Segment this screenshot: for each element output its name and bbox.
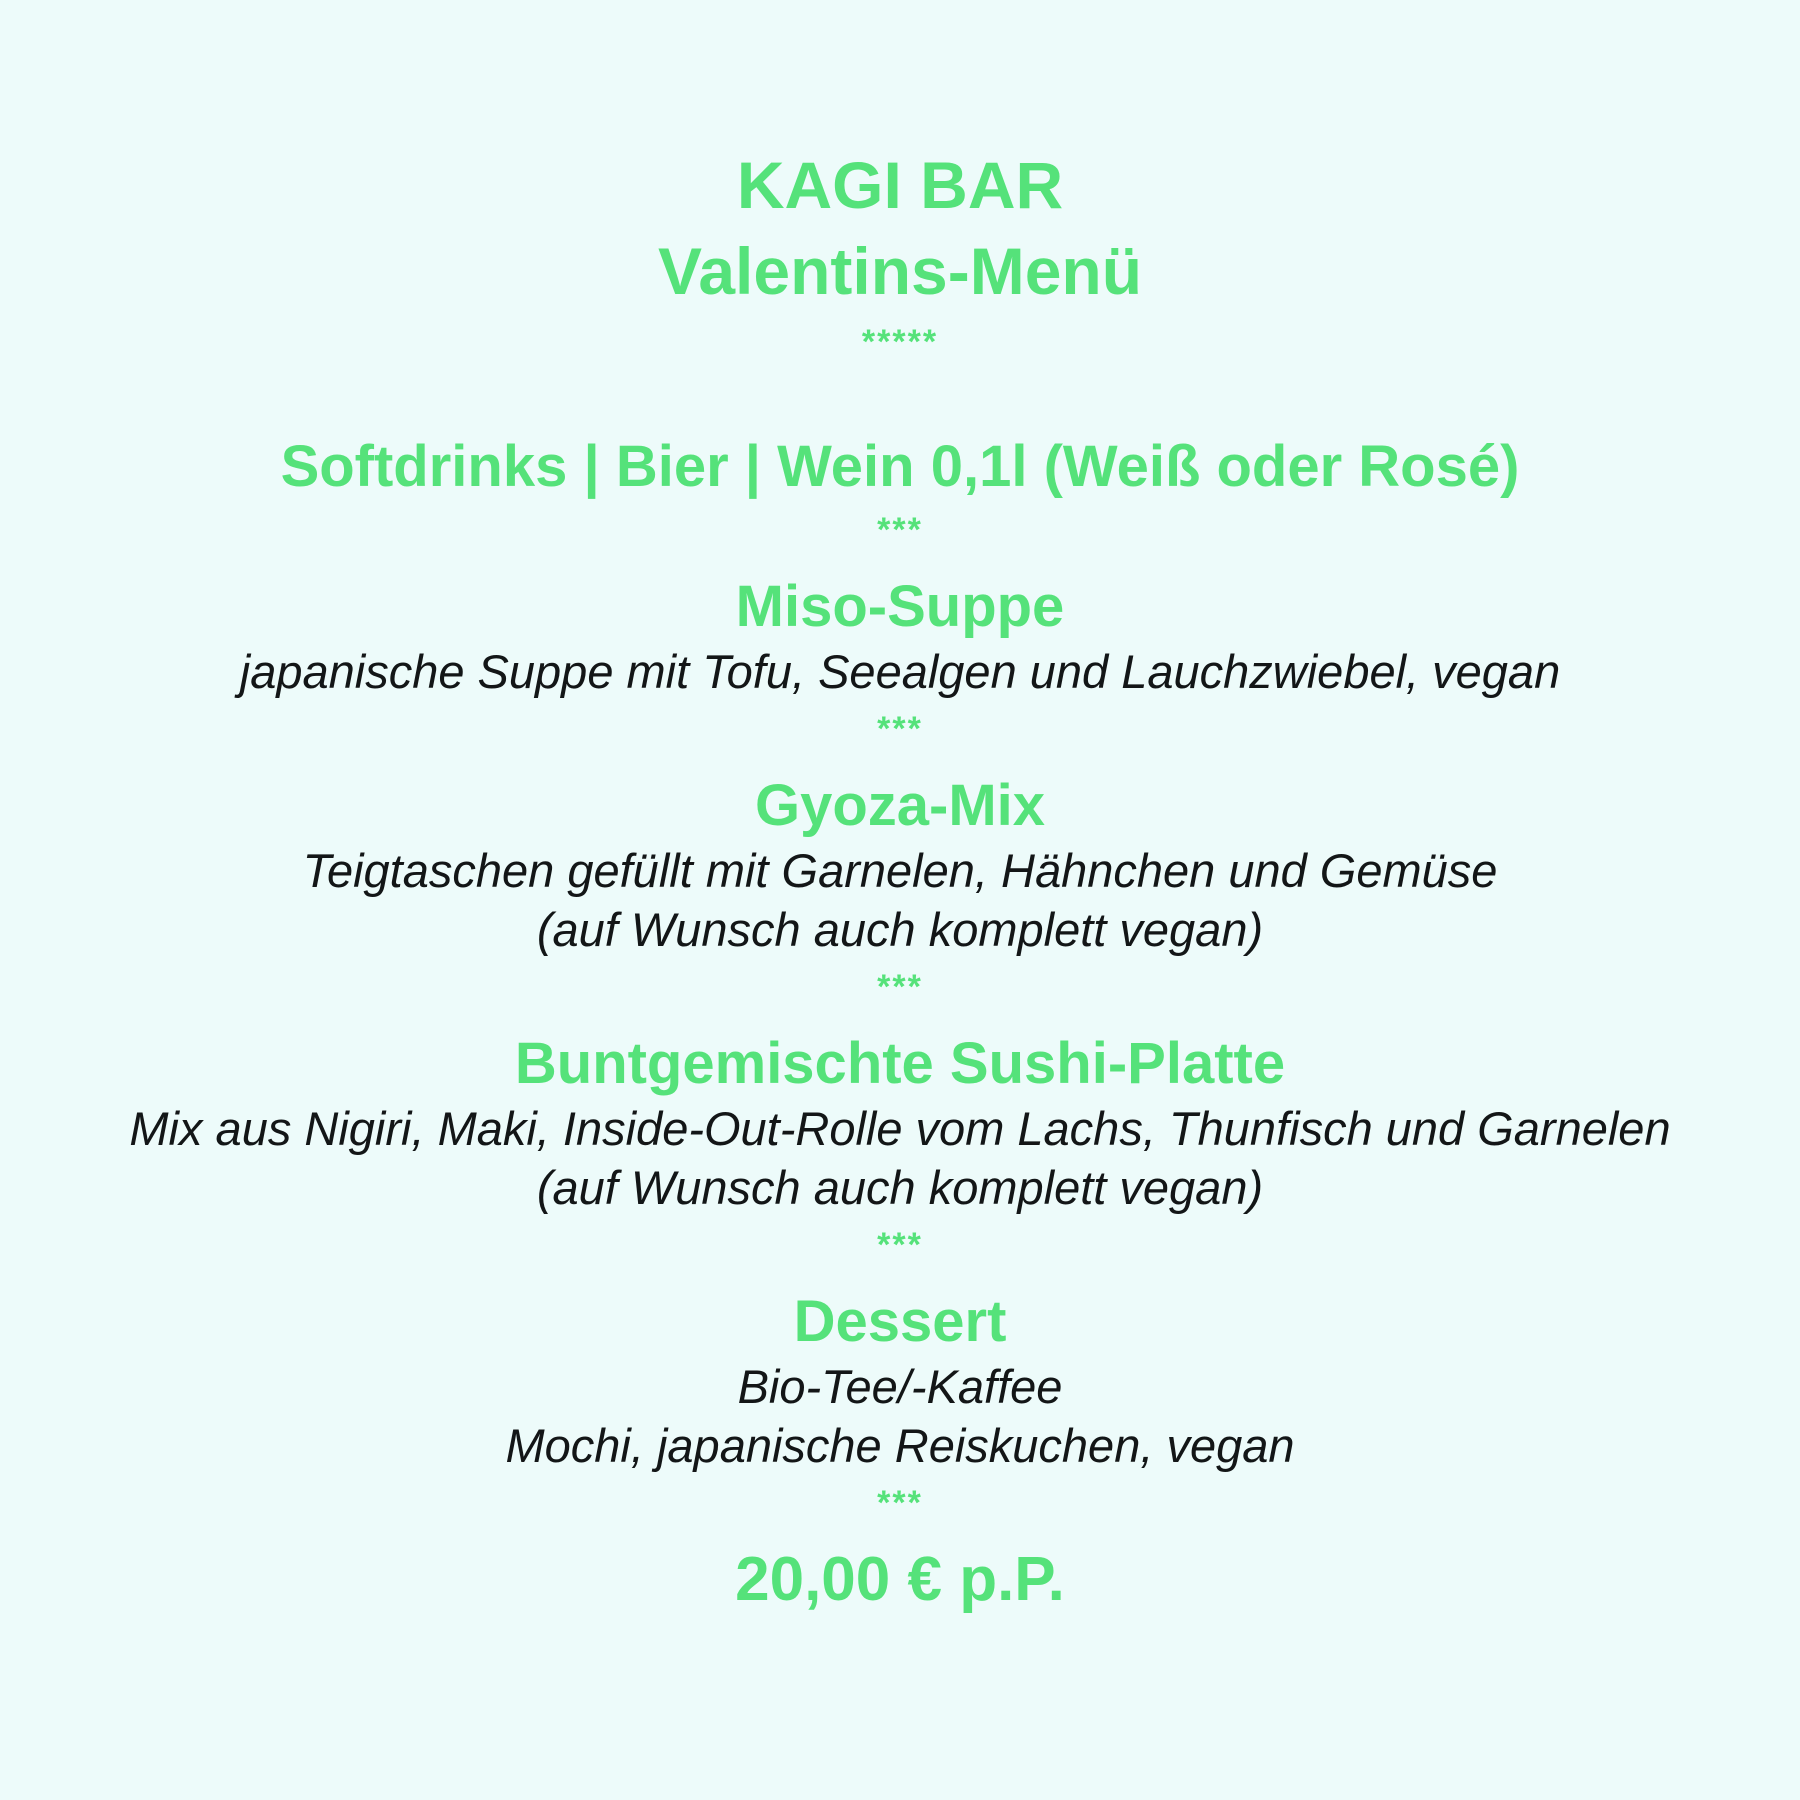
restaurant-name: KAGI BAR <box>736 148 1064 222</box>
section-drinks <box>0 432 1800 554</box>
course-description: Bio-Tee/-Kaffee <box>737 1360 1063 1413</box>
menu-title-block <box>0 0 1800 366</box>
course-heading-sushi-platte: Buntgemischte Sushi-Platte <box>514 1031 1286 1096</box>
course-description-note: (auf Wunsch auch komplett vegan) <box>536 1161 1264 1214</box>
section-dessert <box>0 1287 1800 1527</box>
stars-separator: *** <box>877 1226 923 1264</box>
stars-separator: *** <box>877 511 923 549</box>
course-heading-dessert: Dessert <box>793 1289 1007 1354</box>
course-description: Mochi, japanische Reiskuchen, vegan <box>505 1419 1295 1472</box>
section-sushi-platte <box>0 1029 1800 1269</box>
course-heading-gyoza-mix: Gyoza-Mix <box>754 773 1046 838</box>
course-description-note: (auf Wunsch auch komplett vegan) <box>536 903 1264 956</box>
stars-separator: *** <box>877 710 923 748</box>
menu-title: Valentins-Menü <box>657 234 1143 308</box>
course-description: japanische Suppe mit Tofu, Seealgen und Lauchzwiebel, vegan <box>239 645 1561 698</box>
course-description: Mix aus Nigiri, Maki, Inside-Out-Rolle vom Lachs, Thunfisch und Garnelen <box>129 1102 1671 1155</box>
menu-price: 20,00 € p.P. <box>735 1545 1065 1614</box>
stars-separator: *** <box>877 1484 923 1522</box>
title-stars-separator: ***** <box>861 323 939 361</box>
section-miso-suppe <box>0 572 1800 753</box>
course-description: Teigtaschen gefüllt mit Garnelen, Hähnchen und Gemüse <box>302 844 1498 897</box>
course-heading-drinks: Softdrinks | Bier | Wein 0,1l (Weiß oder Rosé) <box>280 434 1520 499</box>
section-gyoza-mix <box>0 771 1800 1011</box>
stars-separator: *** <box>877 968 923 1006</box>
course-heading-miso-suppe: Miso-Suppe <box>735 574 1065 639</box>
